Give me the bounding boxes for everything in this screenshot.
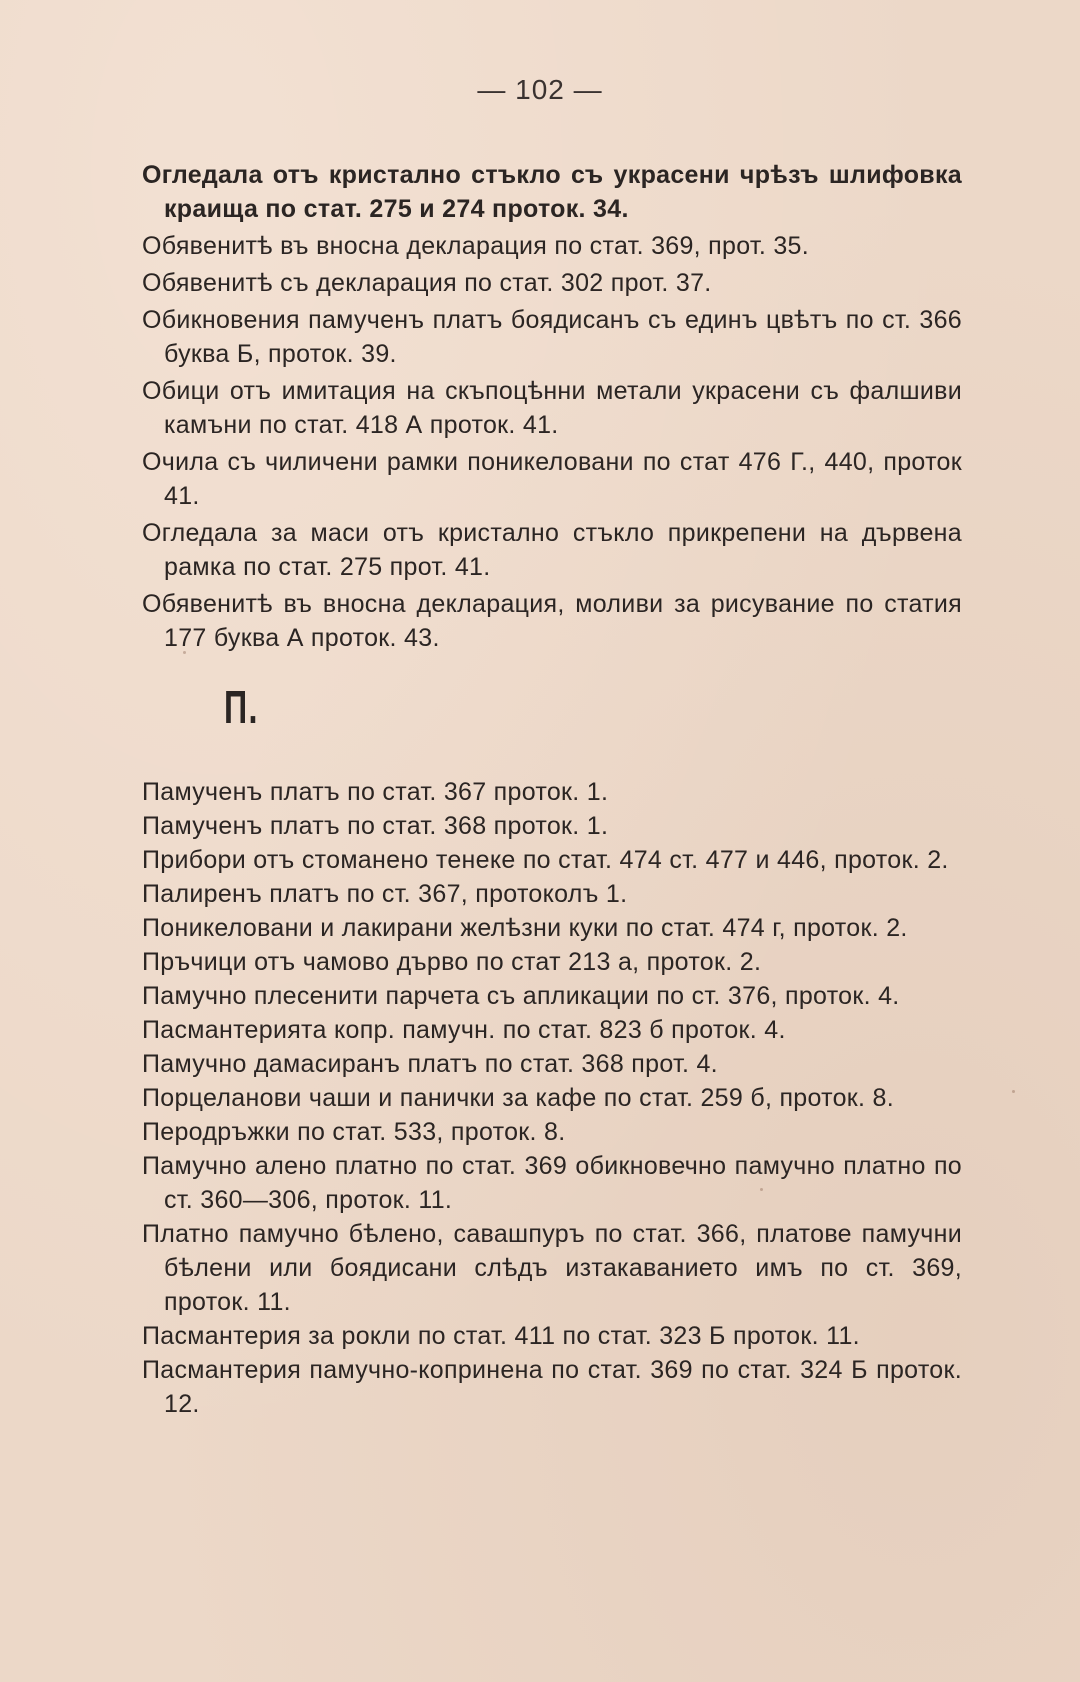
section-letter-heading: П. [224,681,259,733]
paper-speck [183,651,186,654]
list-item: Памученъ платъ по стат. 367 проток. 1. [142,778,609,806]
list-item: Памученъ платъ по стат. 368 проток. 1. [142,812,609,840]
section-o [142,158,962,655]
paper-speck [1012,1090,1015,1093]
list-item: Обикновения памученъ платъ боядисанъ съ единъ цвѣтъ по ст. 366 буква Б, проток. 39. [142,306,962,368]
list-item: Огледала отъ кристално стъкло съ украсени чрѣзъ шлифовка краища по стат. 275 и 274 проток. 34. [142,161,962,223]
list-item: Пасмантерия памучно-коприненa по стат. 369 по стат. 324 Б проток. 12. [142,1356,962,1418]
list-item: Огледала за маси отъ кристално стъкло прикрепени на дървена рамка по стат. 275 прот. 41. [142,519,962,581]
paper-speck [760,1188,763,1191]
list-item: Обявенитѣ въ вносна декларация, моливи за рисувание по статия 177 буква А проток. 43. [142,590,962,652]
list-item: Платно памучно бѣлено, савашпуръ по стат. 366, платове памучни бѣлени или боядисани слѣдъ изтакаванието имъ по ст. 369, проток. 11. [142,1220,962,1316]
list-item: Прибори отъ стоманено тенеке по стат. 474 ст. 477 и 446, проток. 2. [142,846,949,874]
list-item: Очила съ чиличени рамки поникеловани по стат 476 Г., 440, проток 41. [142,448,962,510]
entries-block [142,158,962,1421]
list-item: Обявенитѣ съ декларация по стат. 302 прот. 37. [142,269,712,297]
list-item: Пръчици отъ чамово дърво по стат 213 а, проток. 2. [142,948,762,976]
list-item: Палиренъ платъ по ст. 367, протоколъ 1. [142,880,628,908]
list-item: Обявенитѣ въ вносна декларация по стат. 369, прот. 35. [142,232,809,260]
list-item: Пасмантерията копр. памучн. по стат. 823 б проток. 4. [142,1016,786,1044]
list-item: Памучно дамасиранъ платъ по стат. 368 прот. 4. [142,1050,718,1078]
list-item: Обици отъ имитация на скъпоцѣнни метали украсени съ фалшиви камъни по стат. 418 А проток. 41. [142,377,962,439]
section-p [142,775,962,1421]
page-number: — 102 — [477,74,603,105]
list-item: Пасмантерия за рокли по стат. 411 по стат. 323 Б проток. 11. [142,1322,860,1350]
list-item: Поникеловани и лакирани желѣзни куки по стат. 474 г, проток. 2. [142,914,908,942]
list-item: Памучно плесенити парчета съ апликации по ст. 376, проток. 4. [142,982,900,1010]
list-item: Памучно алено платно по стат. 369 обикновечно памучно платно по ст. 360—306, проток. 11. [142,1152,962,1214]
list-item: Перодръжки по стат. 533, проток. 8. [142,1118,566,1146]
list-item: Порцеланови чаши и панички за кафе по стат. 259 б, проток. 8. [142,1084,894,1112]
